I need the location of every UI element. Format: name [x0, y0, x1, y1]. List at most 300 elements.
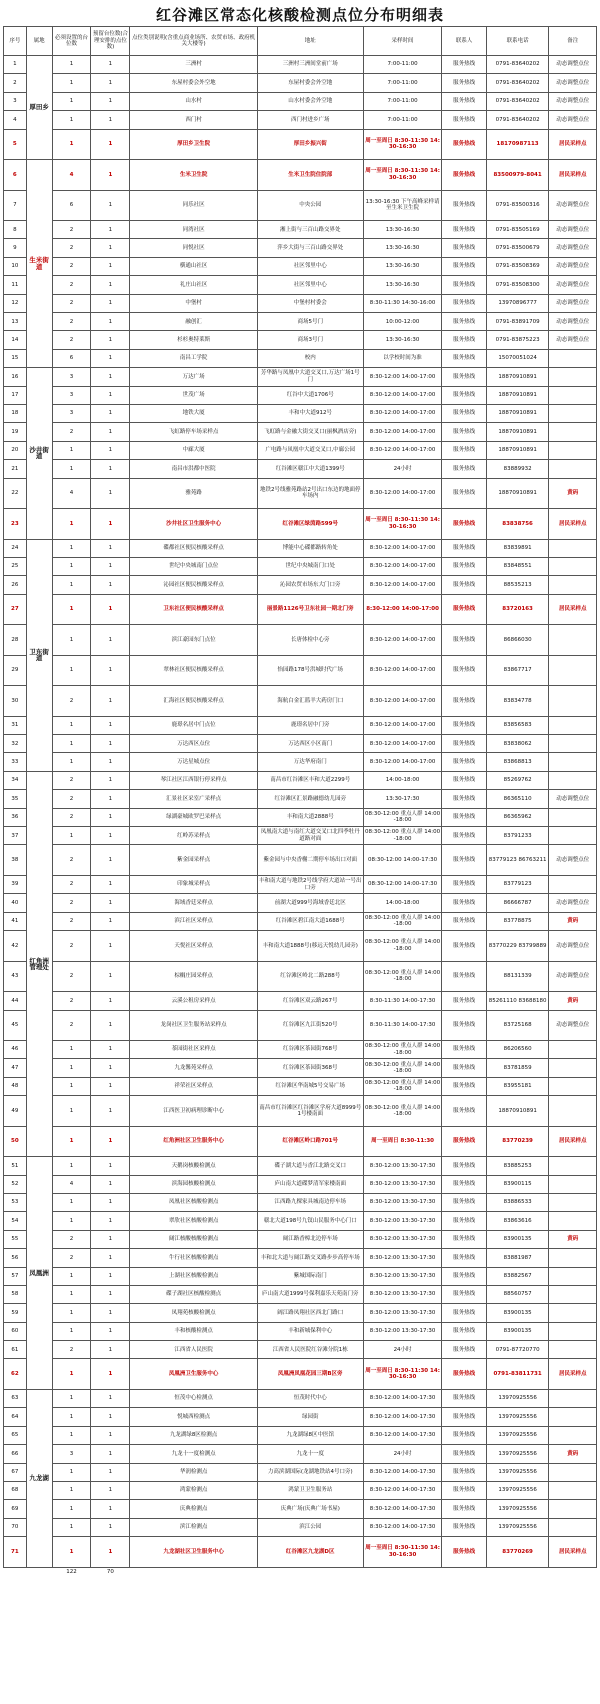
required-count-cell: 3: [52, 404, 91, 422]
table-row: [4, 257, 597, 275]
phone-cell: 0791-83640202: [486, 92, 549, 110]
reserved-count-cell: 1: [91, 1157, 130, 1175]
phone-cell: 13970925556: [486, 1389, 549, 1407]
reserved-count-cell: 1: [91, 423, 130, 441]
address-cell: 生米卫生院住院部: [257, 160, 363, 191]
address-cell: 长唐体检中心旁: [257, 625, 363, 656]
required-count-cell: 1: [52, 1157, 91, 1175]
phone-cell: 83770229 83799889: [486, 931, 549, 962]
phone-cell: 83856583: [486, 716, 549, 734]
required-count-cell: 2: [52, 276, 91, 294]
note-cell: 黄码: [549, 1230, 597, 1248]
point-name-cell: 琴江社区江西银行停采样点: [130, 771, 257, 789]
address-cell: 红谷滩区华南城5号交易广场: [257, 1077, 363, 1095]
address-cell: 萍乡大街与三百山路交界处: [257, 239, 363, 257]
note-cell: [549, 539, 597, 557]
row-number-cell: 18: [4, 404, 27, 422]
point-name-cell: 茶园街社区采样点: [130, 1041, 257, 1059]
phone-cell: 13970896777: [486, 294, 549, 312]
reserved-count-cell: 1: [91, 1500, 130, 1518]
row-number-cell: 55: [4, 1230, 27, 1248]
table-row: [4, 1359, 597, 1390]
district-cell: 厚田乡: [26, 56, 52, 160]
sampling-time-cell: 8:30-12:00 14:00-17:00: [363, 386, 442, 404]
reserved-count-cell: 1: [91, 894, 130, 912]
required-count-cell: 1: [52, 594, 91, 625]
address-cell: 九龙十一度: [257, 1445, 363, 1463]
sampling-time-cell: 08:30-12:00 14:00-17:30: [363, 845, 442, 876]
row-number-cell: 61: [4, 1341, 27, 1359]
row-number-cell: 7: [4, 190, 27, 221]
sampling-time-cell: 24小时: [363, 1445, 442, 1463]
row-number-cell: 56: [4, 1249, 27, 1267]
point-name-cell: 沁园社区便民核酸采样点: [130, 576, 257, 594]
contact-cell: 服务热线: [442, 1463, 486, 1481]
required-count-cell: 1: [52, 625, 91, 656]
sampling-time-cell: 8:30-12:00 14:00-17:00: [363, 539, 442, 557]
table-row: [4, 276, 597, 294]
table-row: [4, 594, 597, 625]
district-cell: 九龙湖: [26, 1389, 52, 1567]
phone-cell: 83720163: [486, 594, 549, 625]
row-number-cell: 14: [4, 331, 27, 349]
table-row: [4, 368, 597, 386]
phone-cell: 83886533: [486, 1193, 549, 1211]
row-number-cell: 31: [4, 716, 27, 734]
reserved-count-cell: 1: [91, 160, 130, 191]
phone-cell: 83889932: [486, 460, 549, 478]
point-name-cell: 飞虹路停车场采样点: [130, 423, 257, 441]
note-cell: [549, 576, 597, 594]
contact-cell: 服务热线: [442, 368, 486, 386]
sampling-time-cell: 8:30-12:00 13:30-17:30: [363, 1157, 442, 1175]
note-cell: 居民采样点: [549, 1126, 597, 1157]
contact-cell: 服务热线: [442, 992, 486, 1010]
sampling-time-cell: 8:30-12:00 14:00-17:30: [363, 1500, 442, 1518]
required-count-cell: 1: [52, 753, 91, 771]
contact-cell: 服务热线: [442, 1408, 486, 1426]
sampling-time-cell: 08:30-12:00 重点人群 14:00-18:00: [363, 1041, 442, 1059]
sampling-time-cell: 周一至周日 8:30-11:30 14:30-16:30: [363, 509, 442, 540]
phone-cell: 0791-87720770: [486, 1341, 549, 1359]
row-number-cell: 48: [4, 1077, 27, 1095]
address-cell: 红谷滩区双云路267号: [257, 992, 363, 1010]
phone-cell: 83863616: [486, 1212, 549, 1230]
contact-cell: 服务热线: [442, 257, 486, 275]
address-cell: 江西省人民医院红谷滩分院1栋: [257, 1341, 363, 1359]
required-count-cell: 1: [52, 1126, 91, 1157]
table-row: [4, 313, 597, 331]
note-cell: 动态调整点位: [549, 92, 597, 110]
phone-cell: 13970925556: [486, 1481, 549, 1499]
reserved-count-cell: 1: [91, 625, 130, 656]
phone-cell: 83900135: [486, 1322, 549, 1340]
required-count-cell: 1: [52, 129, 91, 160]
phone-cell: 18870910891: [486, 386, 549, 404]
row-number-cell: 58: [4, 1285, 27, 1303]
required-count-cell: 1: [52, 1463, 91, 1481]
contact-cell: 服务热线: [442, 460, 486, 478]
point-name-cell: 地铁大厦: [130, 404, 257, 422]
district-cell: 生米街道: [26, 160, 52, 368]
sampling-time-cell: 8:30-12:00 13:30-17:30: [363, 1285, 442, 1303]
required-count-cell: 1: [52, 1193, 91, 1211]
row-number-cell: 62: [4, 1359, 27, 1390]
table-row: [4, 74, 597, 92]
table-row: [4, 771, 597, 789]
point-name-cell: 九龙湖绿8区检测点: [130, 1426, 257, 1444]
point-name-cell: 红岭苏采样点: [130, 827, 257, 845]
phone-cell: 83900135: [486, 1304, 549, 1322]
required-count-cell: 1: [52, 655, 91, 686]
reserved-count-cell: 1: [91, 1518, 130, 1536]
reserved-count-cell: 1: [91, 129, 130, 160]
note-cell: 居民采样点: [549, 160, 597, 191]
row-number-cell: 6: [4, 160, 27, 191]
row-number-cell: 70: [4, 1518, 27, 1536]
contact-cell: 服务热线: [442, 1500, 486, 1518]
sampling-time-cell: 8:30-12:00 14:00-17:00: [363, 576, 442, 594]
address-cell: 阔江路凤翔社区西北门路口: [257, 1304, 363, 1322]
row-number-cell: 60: [4, 1322, 27, 1340]
contact-cell: 服务热线: [442, 1341, 486, 1359]
address-cell: 庆典广场(庆典广场书屋): [257, 1500, 363, 1518]
point-name-cell: 雅苑路: [130, 478, 257, 509]
address-cell: 沁园农贸市场东大门口旁: [257, 576, 363, 594]
table-row: [4, 1041, 597, 1059]
empty-cell: [442, 1567, 486, 1578]
point-name-cell: 江西医卫初病理诊断中心: [130, 1096, 257, 1127]
note-cell: [549, 1322, 597, 1340]
required-count-cell: 1: [52, 1304, 91, 1322]
required-count-cell: 1: [52, 1537, 91, 1568]
required-count-cell: 4: [52, 1175, 91, 1193]
phone-cell: 0791-83875223: [486, 331, 549, 349]
contact-cell: 服务热线: [442, 239, 486, 257]
sampling-time-cell: 8:30-12:00 13:30-17:30: [363, 1212, 442, 1230]
contact-cell: 服务热线: [442, 1518, 486, 1536]
address-cell: 红谷滩区汇景路融德幼儿园旁: [257, 790, 363, 808]
address-cell: 丽景路1126号卫东社园一期北门旁: [257, 594, 363, 625]
point-name-cell: 南昌工学院: [130, 349, 257, 367]
reserved-count-cell: 1: [91, 1096, 130, 1127]
table-row: [4, 478, 597, 509]
table-row: [4, 912, 597, 930]
reserved-count-cell: 1: [91, 1041, 130, 1059]
required-count-cell: 1: [52, 1267, 91, 1285]
note-cell: [549, 875, 597, 893]
address-cell: 凤凰南大道与南红大道交叉口北四季牡丹道路对面: [257, 827, 363, 845]
phone-cell: 15070051024: [486, 349, 549, 367]
reserved-count-cell: 1: [91, 1193, 130, 1211]
note-cell: 动态调整点位: [549, 294, 597, 312]
point-name-cell: 鸿蒙检测点: [130, 1481, 257, 1499]
point-name-cell: 阔江核酸核酸检测点: [130, 1230, 257, 1248]
note-cell: 动态调整点位: [549, 239, 597, 257]
note-cell: [549, 1518, 597, 1536]
phone-cell: 0791-83508300: [486, 276, 549, 294]
phone-cell: 83838062: [486, 735, 549, 753]
required-count-cell: 2: [52, 257, 91, 275]
phone-cell: 13970925556: [486, 1500, 549, 1518]
note-cell: 动态调整点位: [549, 111, 597, 129]
row-number-cell: 40: [4, 894, 27, 912]
required-count-cell: 2: [52, 771, 91, 789]
table-row: [4, 1249, 597, 1267]
address-cell: 前湖大道999号海域香廷北区: [257, 894, 363, 912]
point-name-cell: 恒茂中心检测点: [130, 1389, 257, 1407]
reserved-count-cell: 1: [91, 594, 130, 625]
note-cell: [549, 1389, 597, 1407]
address-cell: 三洲村三洲间堂前广场: [257, 56, 363, 74]
point-name-cell: 滨江社区采样点: [130, 912, 257, 930]
contact-cell: 服务热线: [442, 1059, 486, 1077]
sampling-time-cell: 13:30-16:30: [363, 331, 442, 349]
point-name-cell: 龙岗社区卫生服务站采样点: [130, 1010, 257, 1041]
note-cell: [549, 1285, 597, 1303]
reserved-count-cell: 1: [91, 74, 130, 92]
sampling-time-cell: 8:30-12:00 14:00-17:00: [363, 625, 442, 656]
table-row: [4, 1518, 597, 1536]
note-cell: 动态调整点位: [549, 221, 597, 239]
district-cell: 卫东街道: [26, 539, 52, 771]
note-cell: 动态调整点位: [549, 56, 597, 74]
sampling-time-cell: 7:00-11:00: [363, 56, 442, 74]
row-number-cell: 44: [4, 992, 27, 1010]
phone-cell: 83900115: [486, 1175, 549, 1193]
point-name-cell: 江西省人民医院: [130, 1341, 257, 1359]
point-name-cell: 融创汇: [130, 313, 257, 331]
address-cell: 湘上街与三百山路交界处: [257, 221, 363, 239]
reserved-count-cell: 1: [91, 912, 130, 930]
note-cell: [549, 827, 597, 845]
point-name-cell: 礼庄山社区: [130, 276, 257, 294]
contact-cell: 服务热线: [442, 1212, 486, 1230]
phone-cell: 83770269: [486, 1537, 549, 1568]
required-count-cell: 2: [52, 294, 91, 312]
address-cell: 红谷滩区茶园街368号: [257, 1059, 363, 1077]
phone-cell: 18870910891: [486, 404, 549, 422]
phone-cell: 83885253: [486, 1157, 549, 1175]
row-number-cell: 45: [4, 1010, 27, 1041]
note-cell: [549, 441, 597, 459]
note-cell: [549, 735, 597, 753]
contact-cell: 服务热线: [442, 423, 486, 441]
sampling-time-cell: 7:00-11:00: [363, 74, 442, 92]
note-cell: [549, 1157, 597, 1175]
reserved-count-cell: 1: [91, 349, 130, 367]
reserved-count-cell: 1: [91, 1175, 130, 1193]
phone-cell: 83900135: [486, 1230, 549, 1248]
reserved-count-cell: 1: [91, 576, 130, 594]
district-cell: 沙井街道: [26, 368, 52, 539]
point-name-cell: 滨江检测点: [130, 1518, 257, 1536]
note-cell: [549, 460, 597, 478]
contact-cell: 服务热线: [442, 1126, 486, 1157]
header-cell: 必须设置的台位数: [52, 27, 91, 56]
address-cell: 社区邻里中心: [257, 276, 363, 294]
reserved-count-cell: 1: [91, 1010, 130, 1041]
table-row: [4, 1175, 597, 1193]
row-number-cell: 37: [4, 827, 27, 845]
address-cell: 山水村委会外空地: [257, 92, 363, 110]
address-cell: 商场5号门: [257, 313, 363, 331]
phone-cell: 18870910891: [486, 441, 549, 459]
required-count-cell: 2: [52, 1249, 91, 1267]
contact-cell: 服务热线: [442, 1230, 486, 1248]
address-cell: 庐山南大道碟梦清军家楼南面: [257, 1175, 363, 1193]
address-cell: 丰和新城保利中心: [257, 1322, 363, 1340]
address-cell: 紫金园与中央香榭二期停车场出口对面: [257, 845, 363, 876]
note-cell: [549, 753, 597, 771]
contact-cell: 服务热线: [442, 931, 486, 962]
point-name-cell: 华润检测点: [130, 1463, 257, 1481]
reserved-count-cell: 1: [91, 1537, 130, 1568]
row-number-cell: 53: [4, 1193, 27, 1211]
phone-cell: 0791-83891709: [486, 313, 549, 331]
point-name-cell: 万达星城点位: [130, 753, 257, 771]
required-count-cell: 1: [52, 716, 91, 734]
sampling-time-cell: 8:30-12:00 14:00-17:00: [363, 655, 442, 686]
point-name-cell: 天悦社区采样点: [130, 931, 257, 962]
row-number-cell: 68: [4, 1481, 27, 1499]
point-name-cell: 翠林社区便民核酸采样点: [130, 655, 257, 686]
table-row: [4, 1157, 597, 1175]
point-name-cell: 凤凰洲卫生服务中心: [130, 1359, 257, 1390]
required-count-cell: 1: [52, 111, 91, 129]
sampling-time-cell: 8:30-12:00 14:00-17:00: [363, 368, 442, 386]
required-count-cell: 1: [52, 56, 91, 74]
required-count-cell: 1: [52, 74, 91, 92]
phone-cell: 88535213: [486, 576, 549, 594]
empty-cell: [130, 1567, 257, 1578]
reserved-count-cell: 1: [91, 190, 130, 221]
point-name-cell: 三洲村: [130, 56, 257, 74]
table-row: [4, 404, 597, 422]
row-number-cell: 2: [4, 74, 27, 92]
point-name-cell: 牛行社区核酸检测点: [130, 1249, 257, 1267]
point-name-cell: 横通山社区: [130, 257, 257, 275]
required-count-cell: 2: [52, 894, 91, 912]
note-cell: [549, 1077, 597, 1095]
contact-cell: 服务热线: [442, 1267, 486, 1285]
contact-cell: 服务热线: [442, 808, 486, 826]
contact-cell: 服务热线: [442, 827, 486, 845]
required-count-cell: 1: [52, 1408, 91, 1426]
table-row: [4, 790, 597, 808]
row-number-cell: 13: [4, 313, 27, 331]
phone-cell: 83725168: [486, 1010, 549, 1041]
note-cell: [549, 1175, 597, 1193]
header-cell: 点位类别说明(含重点商业场所、农贸市场、政府机关大楼等): [130, 27, 257, 56]
row-number-cell: 52: [4, 1175, 27, 1193]
header-cell: 序号: [4, 27, 27, 56]
row-number-cell: 4: [4, 111, 27, 129]
note-cell: [549, 1500, 597, 1518]
table-row: [4, 655, 597, 686]
address-cell: 怡园路178号洪城时代广场: [257, 655, 363, 686]
contact-cell: 服务热线: [442, 1322, 486, 1340]
row-number-cell: 22: [4, 478, 27, 509]
address-cell: 丰和北大道与阔江路交叉路步步高停车场: [257, 1249, 363, 1267]
row-number-cell: 29: [4, 655, 27, 686]
address-cell: 厚田乡振兴街: [257, 129, 363, 160]
note-cell: [549, 1041, 597, 1059]
sampling-time-cell: 8:30-12:00 14:00-17:00: [363, 716, 442, 734]
row-number-cell: 33: [4, 753, 27, 771]
row-number-cell: 59: [4, 1304, 27, 1322]
phone-cell: 83834778: [486, 686, 549, 717]
point-name-cell: 碟子湖社区核酸检测点: [130, 1285, 257, 1303]
phone-cell: 83838756: [486, 509, 549, 540]
note-cell: 居民采样点: [549, 1537, 597, 1568]
point-name-cell: 东屋村委会外空地: [130, 74, 257, 92]
contact-cell: 服务热线: [442, 771, 486, 789]
sampling-time-cell: 周一至周日 8:30-11:30 14:30-16:30: [363, 1359, 442, 1390]
contact-cell: 服务热线: [442, 294, 486, 312]
reserved-count-cell: 1: [91, 1285, 130, 1303]
table-row: [4, 1077, 597, 1095]
row-number-cell: 3: [4, 92, 27, 110]
required-count-cell: 2: [52, 1230, 91, 1248]
table-row: [4, 423, 597, 441]
required-count-cell: 1: [52, 827, 91, 845]
contact-cell: 服务热线: [442, 1010, 486, 1041]
required-count-cell: 1: [52, 92, 91, 110]
table-row: [4, 239, 597, 257]
phone-cell: 85269762: [486, 771, 549, 789]
reserved-count-cell: 1: [91, 56, 130, 74]
contact-cell: 服务热线: [442, 386, 486, 404]
contact-cell: 服务热线: [442, 1426, 486, 1444]
note-cell: [549, 1212, 597, 1230]
sampling-time-cell: 8:30-12:00 14:00-17:30: [363, 1518, 442, 1536]
address-cell: 紫城国际南门: [257, 1267, 363, 1285]
point-name-cell: 悦城西检测点: [130, 1408, 257, 1426]
address-cell: 中堡村村委会: [257, 294, 363, 312]
point-name-cell: 棕榈庄园采样点: [130, 961, 257, 992]
required-count-cell: 1: [52, 1041, 91, 1059]
reserved-count-cell: 1: [91, 1322, 130, 1340]
required-count-cell: 1: [52, 1096, 91, 1127]
phone-cell: 86866030: [486, 625, 549, 656]
reserved-count-cell: 1: [91, 294, 130, 312]
sampling-time-cell: 08:30-12:00 重点人群 14:00-18:00: [363, 961, 442, 992]
sampling-time-cell: 08:30-12:00 重点人群 14:00-18:00: [363, 827, 442, 845]
sampling-time-cell: 14:00-18:00: [363, 771, 442, 789]
note-cell: [549, 1193, 597, 1211]
reserved-count-cell: 1: [91, 276, 130, 294]
phone-cell: 0791-83811731: [486, 1359, 549, 1390]
contact-cell: 服务热线: [442, 1389, 486, 1407]
header-cell: 地址: [257, 27, 363, 56]
table-row: [4, 160, 597, 191]
required-count-cell: 6: [52, 190, 91, 221]
address-cell: 飞虹路与金融大街交叉口(丽枫酒店旁): [257, 423, 363, 441]
address-cell: 万达西区小区南门: [257, 735, 363, 753]
contact-cell: 服务热线: [442, 478, 486, 509]
table-row: [4, 386, 597, 404]
row-number-cell: 20: [4, 441, 27, 459]
note-cell: 居民采样点: [549, 594, 597, 625]
reserved-count-cell: 1: [91, 257, 130, 275]
table-row: [4, 894, 597, 912]
point-name-cell: 卫东社区便民核酸采样点: [130, 594, 257, 625]
reserved-count-cell: 1: [91, 771, 130, 789]
address-cell: 红谷滩区岭北二路288号: [257, 961, 363, 992]
table-row: [4, 56, 597, 74]
address-cell: 恒茂时代中心: [257, 1389, 363, 1407]
